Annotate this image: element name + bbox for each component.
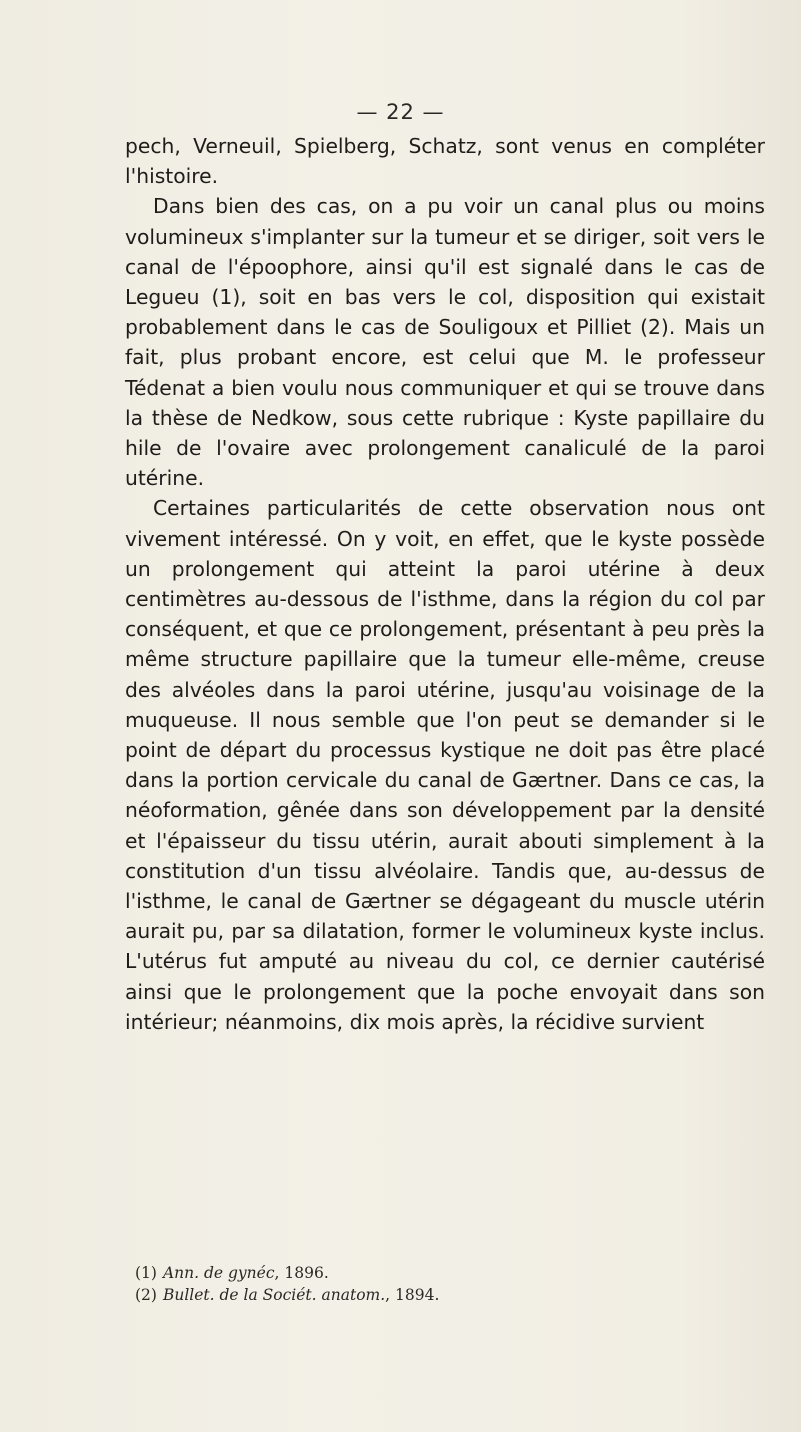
paragraph: Dans bien des cas, on a pu voir un canal plus ou moins volumineux s'implanter sur la tumeur et se diriger, soit vers le canal de l'époophore, ainsi qu'il est signalé dans le cas de Legueu (1), soit en bas vers le col, disposition qui existait probablement dans le cas de Souligoux et Pilliet (2). Mais un fait, plus probant encore, est celui que M. le professeur Tédenat a bien voulu nous communiquer et qui se trouve dans la thèse de Nedkow, sous cette rubrique : Kyste papillaire du hile de l'ovaire avec prolongement canaliculé de la paroi utérine.: [125, 194, 765, 491]
footnote-source-detail: , 1894.: [385, 1286, 440, 1304]
footnote: [125, 1262, 765, 1284]
footnote-marker: (2): [135, 1286, 157, 1304]
footnotes: [125, 1262, 765, 1306]
body-text: [125, 131, 765, 1037]
footnote-source-detail: , 1896.: [274, 1264, 329, 1282]
footnote-source-title: Bullet. de la Sociét. anatom.: [162, 1286, 386, 1304]
page-number: — 22 —: [356, 100, 445, 124]
footnote-source-title: Ann. de gynéc: [162, 1264, 275, 1282]
footnote: [125, 1284, 765, 1306]
footnote-marker: (1): [135, 1264, 157, 1282]
paragraph: Certaines particularités de cette observation nous ont vivement intéressé. On y voit, en effet, que le kyste possède un prolongement qui atteint la paroi utérine à deux centimètres au-dessous de l'isthme, dans la région du col par conséquent, et que ce prolongement, présentant à peu près la même structure papillaire que la tumeur elle-même, creuse des alvéoles dans la paroi utérine, jusqu'au voisinage de la muqueuse. Il nous semble que l'on peut se demander si le point de départ du processus kystique ne doit pas être placé dans la portion cervicale du canal de Gærtner. Dans ce cas, la néoformation, gênée dans son développement par la densité et l'épaisseur du tissu utérin, aurait abouti simplement à la constitution d'un tissu alvéolaire. Tandis que, au-dessus de l'isthme, le canal de Gærtner se dégageant du muscle utérin aurait pu, par sa dilatation, former le volumineux kyste inclus. L'utérus fut amputé au niveau du col, ce dernier cautérisé ainsi que le prolongement que la poche envoyait dans son intérieur; néanmoins, dix mois après, la récidive survient: [125, 496, 765, 1034]
paragraph-continued: pech, Verneuil, Spielberg, Schatz, sont venus en compléter l'histoire.: [125, 134, 765, 189]
